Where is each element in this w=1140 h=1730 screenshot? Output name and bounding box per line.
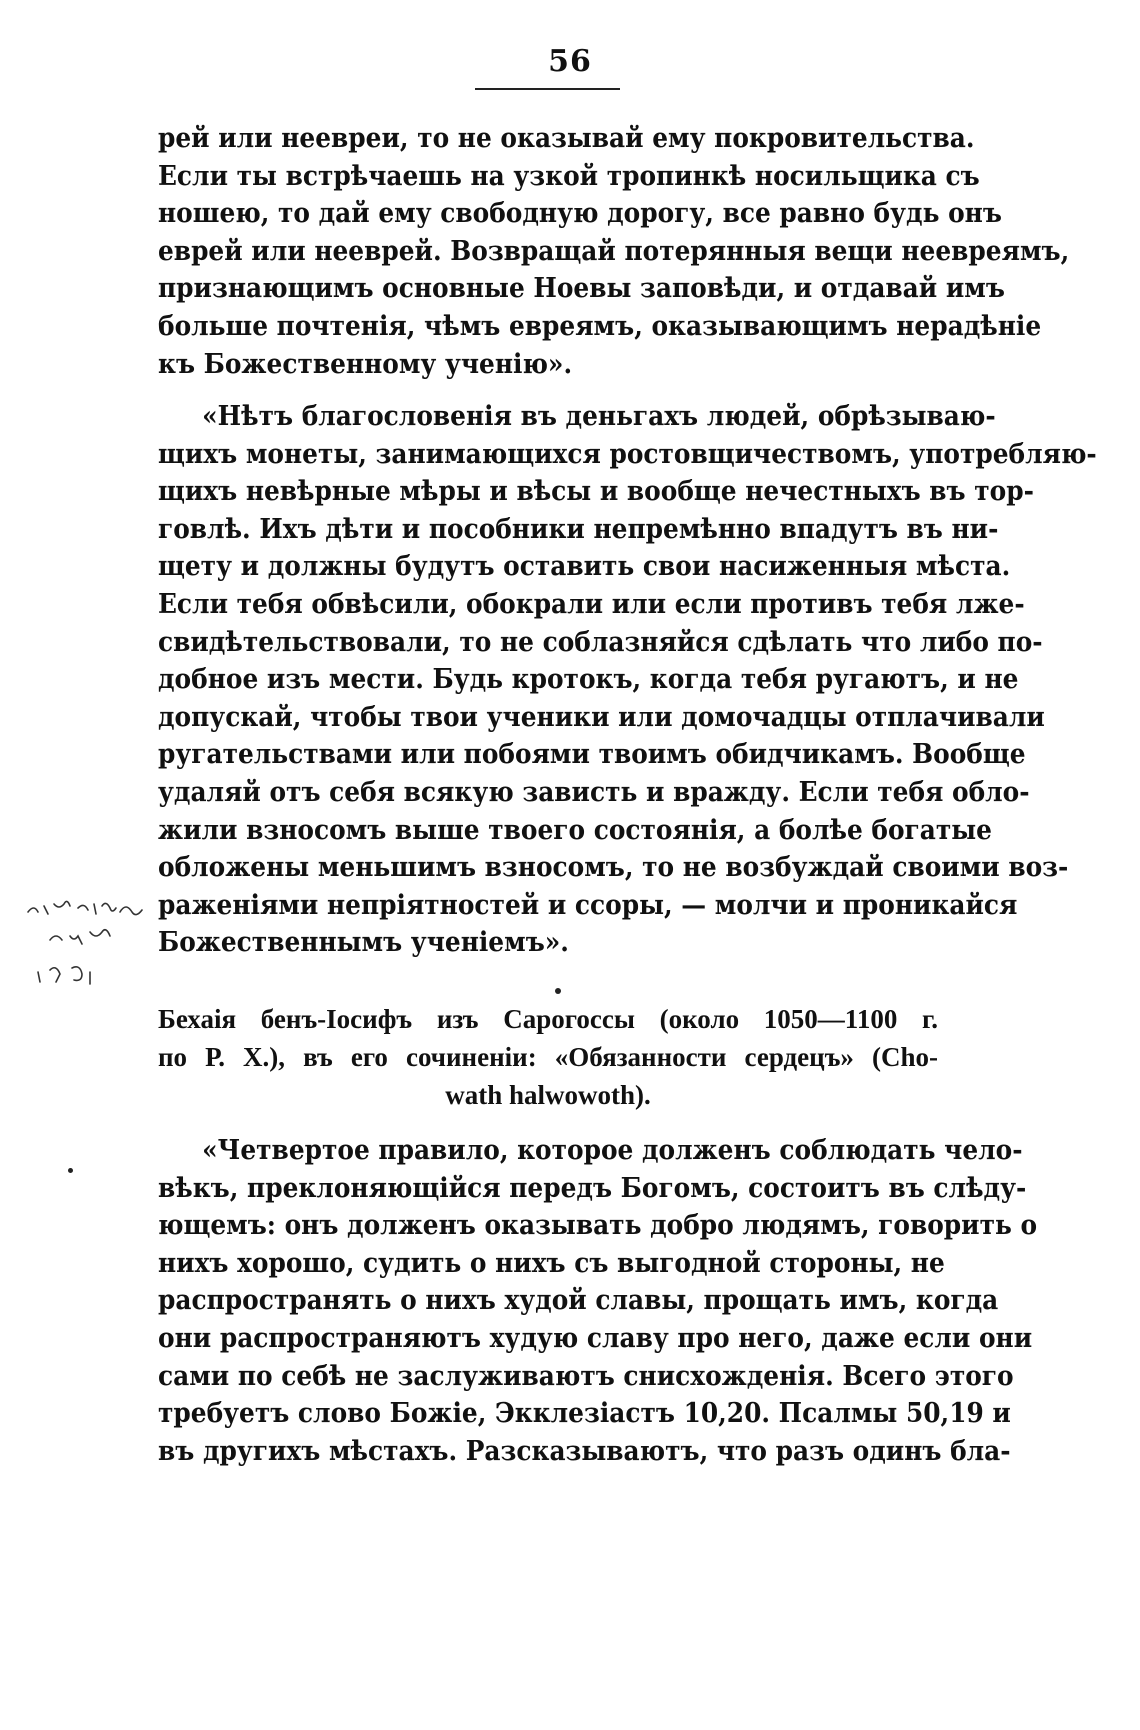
handwritten-margin-note [20,892,180,1002]
paragraph-3 [158,1132,1038,1470]
text-line: къ Божественному ученію». [158,348,573,380]
text-line: «Четвертое правило, которое долженъ соблюдать чело- [202,1135,1023,1166]
text-line: еврей или нееврей. Возвращай потерянныя вещи неевреямъ, [158,235,1070,267]
text-line: Божественнымъ ученіемъ». [158,927,569,959]
text-line: добное изъ мести. Будь кротокъ, когда тебя ругаютъ, и не [158,664,1019,696]
text-line: ющемъ: онъ долженъ оказывать добро людямъ, говорить о [158,1210,1038,1242]
heading-line: wath halwowoth). [445,1080,651,1110]
text-line: они распространяютъ худую славу про него, даже если они [158,1322,1033,1354]
text-line: щету и должны будутъ оставить свои насиженныя мѣста. [158,551,1011,583]
heading-line: по Р. Х.), въ его сочиненіи: «Обязанности сердецъ» (Cho- [158,1042,938,1072]
text-line: обложены меньшимъ взносомъ, то не возбуждай своими воз- [158,852,1069,884]
ink-dot [555,988,561,994]
text-line: въ другихъ мѣстахъ. Разсказываютъ, что разъ одинъ бла- [158,1435,1011,1467]
page-number-rule [475,88,620,90]
text-line: признающимъ основные Ноевы заповѣди, и отдавай имъ [158,273,1005,305]
text-line: допускай, чтобы твои ученики или домочадцы отплачивали [158,701,1045,733]
ink-dot [68,1168,73,1173]
text-line: «Нѣтъ благословенія въ деньгахъ людей, обрѣзываю- [202,401,996,432]
text-line: свидѣтельствовали, то не соблазняйся сдѣлать что либо по- [158,626,1043,658]
section-heading [158,1000,938,1114]
text-line: Если тебя обвѣсили, обокрали или если противъ тебя лже- [158,588,1025,620]
text-line: жили взносомъ выше твоего состоянія, а болѣе богатые [158,814,992,846]
text-line: сами по себѣ не заслуживаютъ снисхожденія. Всего этого [158,1360,1014,1392]
paragraph-2 [158,398,1097,962]
text-line: щихъ монеты, занимающихся ростовщичествомъ, употребляю- [158,438,1097,470]
text-line: нихъ хорошо, судить о нихъ съ выгодной стороны, не [158,1247,945,1279]
text-line: распространять о нихъ худой славы, прощать имъ, когда [158,1285,999,1317]
heading-line: Бехаія бенъ-Іосифъ изъ Сарогоссы (около 1050—1100 г. [158,1004,938,1034]
text-line: требуетъ слово Божіе, Экклезіастъ 10,20. Псалмы 50,19 и [158,1398,1011,1430]
page-number: 56 [548,44,592,79]
text-line: щихъ невѣрные мѣры и вѣсы и вообще нечестныхъ въ тор- [158,476,1034,508]
text-line: говлѣ. Ихъ дѣти и пособники непремѣнно впадутъ въ ни- [158,513,999,545]
text-line: удаляй отъ себя всякую зависть и вражду. Если тебя обло- [158,776,1030,808]
text-line: Если ты встрѣчаешь на узкой тропинкѣ носильщика съ [158,160,980,192]
text-line: ругательствами или побоями твоимъ обидчикамъ. Вообще [158,739,1026,771]
handwriting-scribble-icon [20,892,180,1002]
text-line: рей или неевреи, то не оказывай ему покровительства. [158,123,975,154]
text-line: ношею, то дай ему свободную дорогу, все равно будь онъ [158,198,1002,230]
paragraph-1 [158,120,1070,383]
text-line: больше почтенія, чѣмъ евреямъ, оказывающимъ нерадѣніе [158,310,1042,342]
text-line: вѣкъ, преклоняющійся передъ Богомъ, состоитъ въ слѣду- [158,1172,1027,1204]
text-line: раженіями непріятностей и ссоры, — молчи и проникайся [158,889,1018,921]
